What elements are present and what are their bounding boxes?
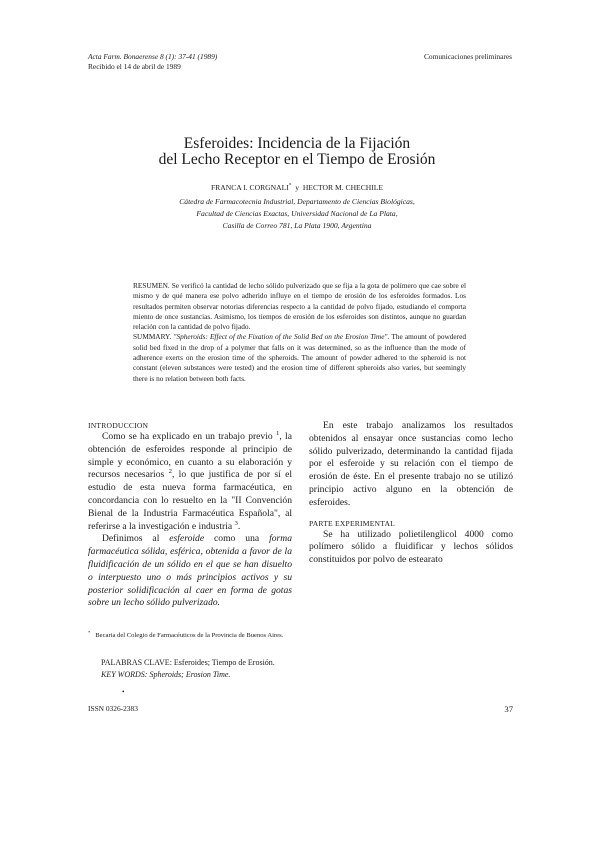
summary-title: "Spheroids: Effect of the Fixation of the Solid Bed on the Erosion Time". [173, 332, 390, 342]
resumen-label: RESUMEN. [133, 281, 170, 290]
affiliation-line-3 [80, 220, 514, 232]
title-line-1: Esferoides: Incidencia de la Fijación [183, 135, 411, 152]
keywords [101, 657, 501, 681]
keywords-es [101, 657, 501, 669]
resumen [133, 281, 466, 332]
article-title [80, 136, 514, 168]
decorative-dot: • [122, 688, 125, 696]
abstract [133, 281, 466, 384]
intro-p2-text-c: como una [204, 533, 270, 545]
summary-text: The amount of powdered solid bed fixed in the drop of a polymer that falls on it was determined, so as the influence than the mode of adherence exerts on the erosion time of the spheroids. The amount of powder adhered to the spheroid is not constant (eleven substances were tested) and the erosion time of different spheroids also varies, but seemingly there is no relation between both facts. [133, 332, 466, 383]
affiliation-line-2: Facultad de Ciencias Exactas, Universidad Nacional de La Plata, [196, 209, 398, 219]
body-column-left [88, 420, 292, 610]
intro-paragraph-2 [88, 533, 292, 610]
author-1-footnote-mark: * [288, 182, 292, 189]
journal-citation: Acta Farm. Bonaerense 8 (1): 37-41 (1989) [88, 52, 218, 61]
body-column-right [309, 420, 513, 567]
issn: ISSN 0326-2383 [88, 704, 138, 713]
keywords-es-label: PALABRAS CLAVE: [101, 658, 172, 667]
affiliation-prefix: Casilla de Correo [222, 221, 278, 231]
received-date: Recibido el 14 de abril de 1989 [88, 62, 181, 71]
intro-heading: INTRODUCCION [88, 421, 149, 430]
affiliation [80, 196, 514, 233]
intro-p1-text-b: , la obtención de esferoides responde al principio de simple y económico, en cuanto a su elaboración y recursos necesarios [88, 431, 292, 481]
ref-3: 3 [234, 519, 238, 527]
intro-p1-text-d: . [237, 520, 241, 532]
summary [133, 332, 466, 383]
keywords-en-label: KEY WORDS: [101, 670, 148, 679]
keywords-en-text: Spheroids; Erosion Time. [149, 670, 231, 679]
author-2: HECTOR M. CHECHILE [302, 183, 384, 192]
page-number: 37 [504, 704, 513, 714]
affiliation-address: 781, La Plata 1900, Argentina [279, 221, 372, 231]
intro-paragraph-3: En este trabajo analizamos los resultados obtenidos al ensayar once sustancias como lecho sólido pulverizado, determinando la cantidad fijada por el esferoide y su relación con el tiempo de erosión de éste. En el presente trabajo no se utilizó principio activo alguno en la obtención de esferoides. [309, 420, 513, 508]
affiliation-line-1: Cátedra de Farmacotecnia Industrial, Departamento de Ciencias Biológicas, [179, 197, 415, 206]
title-line-2: del Lecho Receptor en el Tiempo de Erosión [158, 151, 436, 168]
footnote-text: Becaria del Colegio de Farmacéuticos de la Provincia de Buenos Aires. [95, 632, 284, 639]
footnote [88, 629, 513, 639]
intro-p2-definition: forma farmacéutica sólida, esférica, obtenida a favor de la fluidificación de un sólido en el que se han disuelto o interpuesto uno o más principios activos y su posterior solidificación al caer en forma de gotas sobre un lecho sólido pulverizado. [88, 533, 292, 609]
intro-p1-text-a: Como se ha explicado en un trabajo previo [102, 431, 276, 442]
ref-1: 1 [276, 429, 280, 437]
summary-label: SUMMARY. [133, 332, 172, 342]
keywords-en [101, 669, 501, 681]
intro-p2-term: esferoide [169, 533, 205, 545]
intro-p2-text-a: Definimos al [102, 533, 170, 545]
author-join: y [295, 183, 300, 192]
journal-header [88, 52, 217, 72]
footnote-mark: * [88, 629, 91, 635]
intro-p1-text-c: , lo que justifica de por sí el estudio de esta nueva forma farmacéutica, en concordancia con lo resuelto en la "II Convención Bienal de la Industria Farmacéutica Española", al referirse a la investigación e industria [88, 469, 292, 532]
author-1: FRANCA I. CORGNALI [210, 183, 289, 192]
authors [80, 183, 514, 192]
experimental-heading: PARTE EXPERIMENTAL [309, 518, 395, 528]
intro-paragraph-1 [88, 431, 292, 533]
resumen-text: Se verificó la cantidad de lecho sólido pulverizado que se fija a la gota de polímero que cae sobre el mismo y de qué manera ese polvo adherido influye en el tiempo de erosión de los esferoides formados. Los resultados permiten observar notorias diferencias respecto a la cantidad de polvo fijado, estudiando el comporta miento de once sustancias. Asimismo, los tiempos de erosión de los esferoides son distintos, aunque no guardan relación con la cantidad de polvo fijado. [133, 281, 467, 332]
section-label: Comunicaciones preliminares [423, 52, 512, 61]
experimental-paragraph-1: Se ha utilizado polietilenglicol 4000 como polímero sólido a fluidificar y lechos sólidos constituidos por polvo de estearato [309, 528, 513, 566]
keywords-es-text: Esferoides; Tiempo de Erosión. [173, 658, 275, 667]
ref-2: 2 [168, 468, 172, 476]
